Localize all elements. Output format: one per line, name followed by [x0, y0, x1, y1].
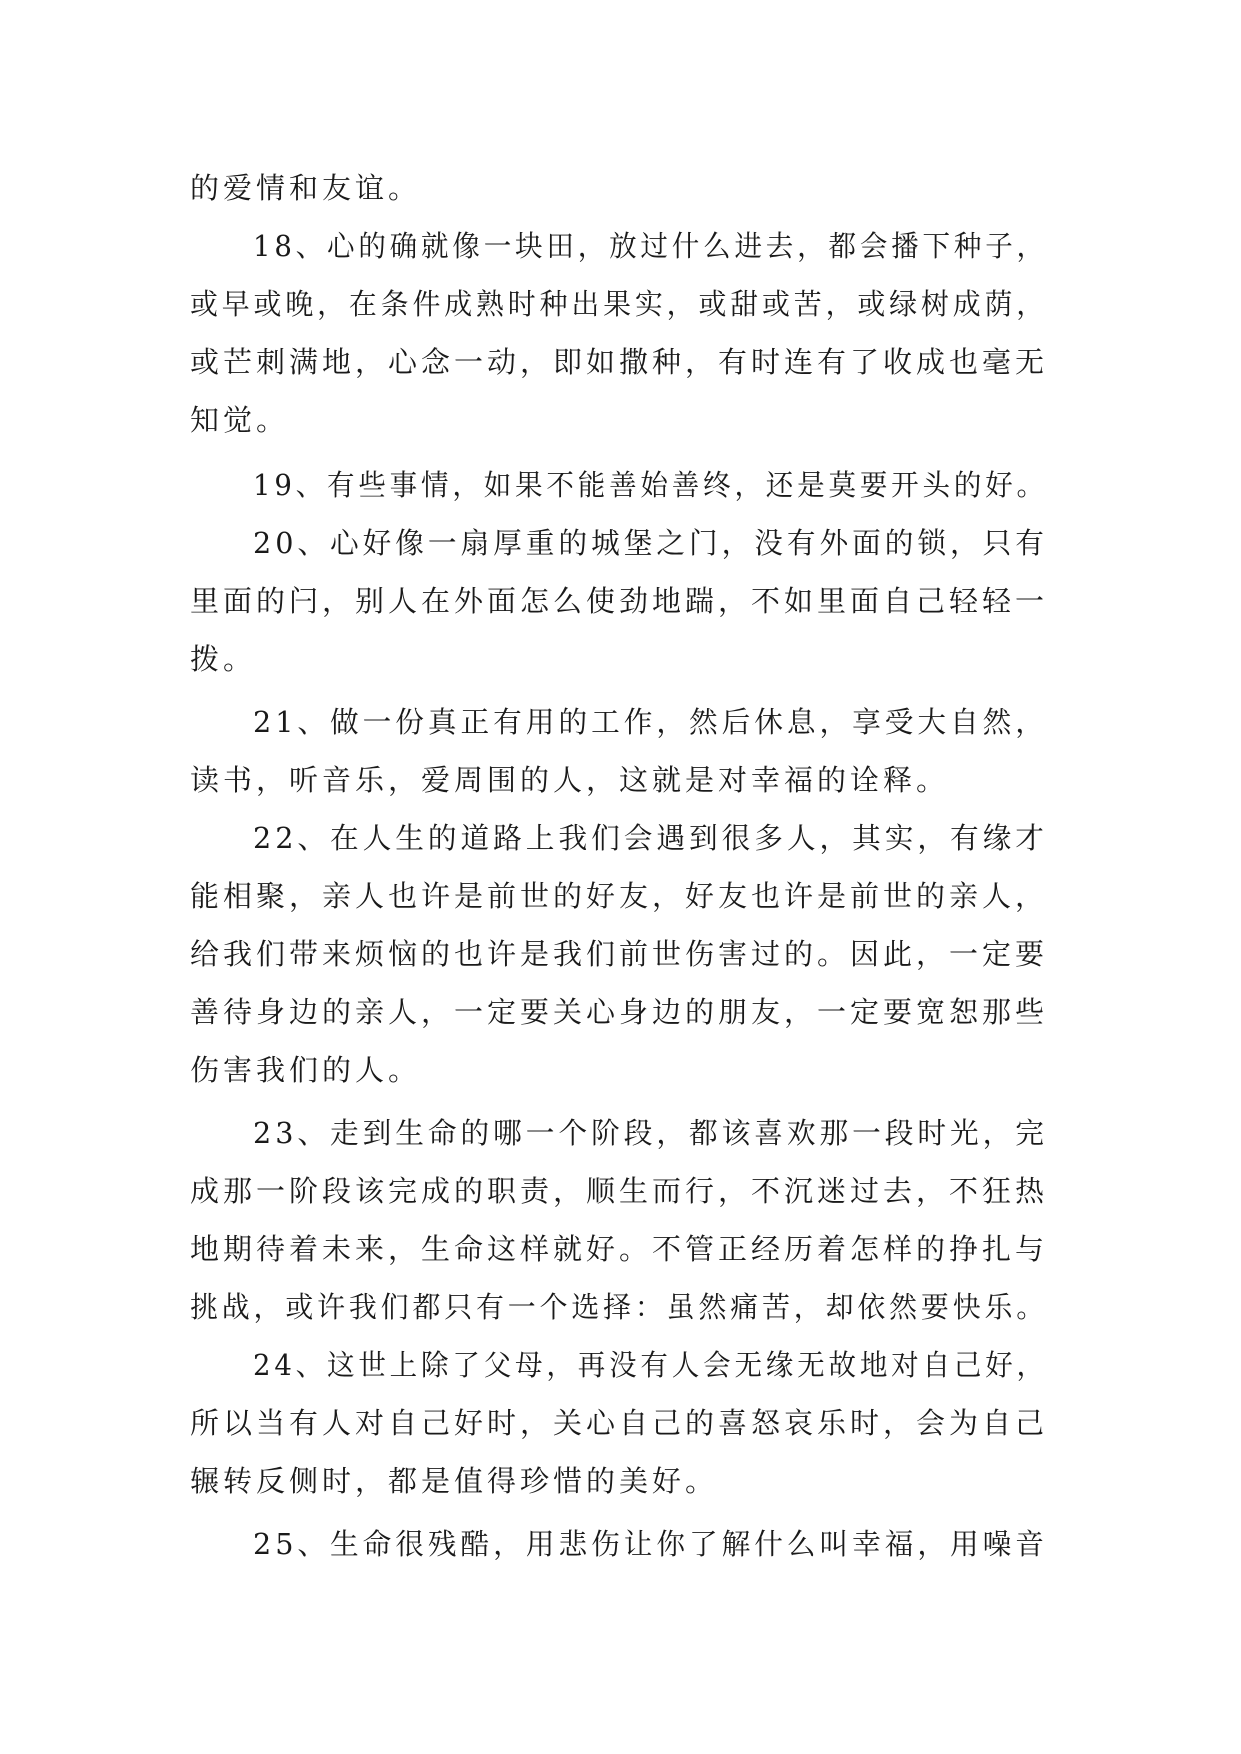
- paragraph-23-line: 23、走到生命的哪一个阶段，都该喜欢那一段时光，完: [253, 1116, 1048, 1150]
- text-line: 能相聚，亲人也许是前世的好友，好友也许是前世的亲人，: [190, 879, 1049, 913]
- paragraph-24-line: 24、这世上除了父母，再没有人会无缘无故地对自己好，: [253, 1348, 1048, 1382]
- paragraph-25-line: 25、生命很残酷，用悲伤让你了解什么叫幸福，用噪音: [253, 1527, 1048, 1561]
- text-line: 成那一阶段该完成的职责，顺生而行，不沉迷过去，不狂热: [190, 1174, 1049, 1208]
- text-line: 里面的闩，别人在外面怎么使劲地踹，不如里面自己轻轻一: [190, 584, 1049, 618]
- text-line: 地期待着未来，生命这样就好。不管正经历着怎样的挣扎与: [190, 1232, 1049, 1266]
- text-line: 拨。: [190, 642, 257, 676]
- paragraph-20-line: 20、心好像一扇厚重的城堡之门，没有外面的锁，只有: [253, 526, 1048, 560]
- text-line: 辗转反侧时，都是值得珍惜的美好。: [190, 1464, 719, 1498]
- text-line: 伤害我们的人。: [190, 1053, 422, 1087]
- text-line: 或早或晚，在条件成熟时种出果实，或甜或苦，或绿树成荫，: [190, 287, 1049, 321]
- paragraph-22-line: 22、在人生的道路上我们会遇到很多人，其实，有缘才: [253, 821, 1048, 855]
- text-line: 挑战，或许我们都只有一个选择：虽然痛苦，却依然要快乐。: [190, 1290, 1049, 1324]
- text-line: 读书，听音乐，爱周围的人，这就是对幸福的诠释。: [190, 763, 950, 797]
- text-line: 知觉。: [190, 403, 290, 437]
- text-line: 善待身边的亲人，一定要关心身边的朋友，一定要宽恕那些: [190, 995, 1049, 1029]
- text-line: 给我们带来烦恼的也许是我们前世伤害过的。因此，一定要: [190, 937, 1049, 971]
- document-body: [190, 0, 1048, 1754]
- paragraph-18-line: 18、心的确就像一块田，放过什么进去，都会播下种子，: [253, 229, 1048, 263]
- paragraph-21-line: 21、做一份真正有用的工作，然后休息，享受大自然，: [253, 705, 1048, 739]
- text-line: 所以当有人对自己好时，关心自己的喜怒哀乐时，会为自己: [190, 1406, 1049, 1440]
- text-line: 的爱情和友谊。: [190, 171, 422, 205]
- paragraph-19-line: 19、有些事情，如果不能善始善终，还是莫要开头的好。: [253, 468, 1048, 502]
- text-line: 或芒刺满地，心念一动，即如撒种，有时连有了收成也毫无: [190, 345, 1049, 379]
